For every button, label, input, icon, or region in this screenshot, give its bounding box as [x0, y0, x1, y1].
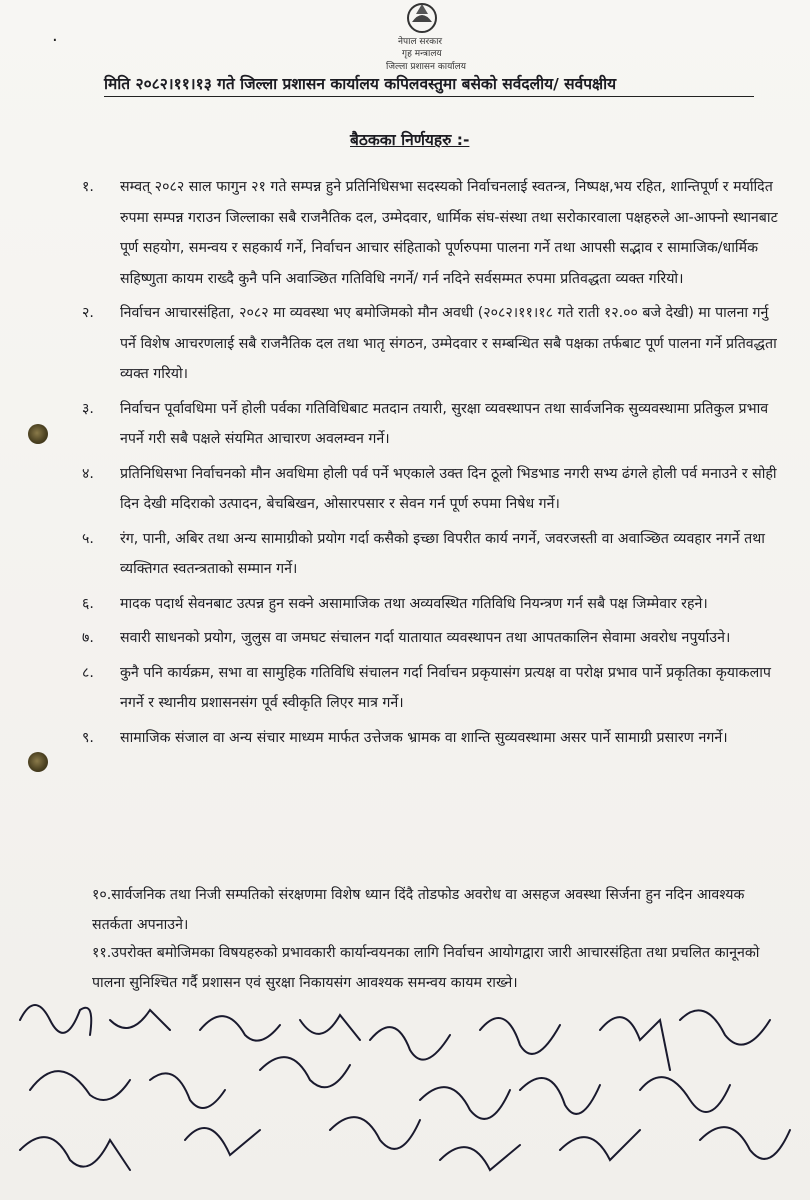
government-seal-icon — [372, 0, 472, 78]
item-text: निर्वाचन पूर्वावधिमा पर्ने होली पर्वका गतिविधिबाट मतदान तयारी, सुरक्षा व्यवस्थापन तथा सार्वजनिक सुव्यवस्थामा प्रतिकुल प्रभाव नपर्ने गरी सबै पक्षले संयमित आचारण अवलम्वन गर्ने। — [120, 400, 769, 447]
item-text: निर्वाचन आचारसंहिता, २०८२ मा व्यवस्था भए बमोजिमको मौन अवधी (२०८२।११।१८ गते राती १२.०० बजे देखी) मा पालना गर्नु पर्ने विशेष आचरणलाई सबै राजनैतिक दल तथा भातृ संगठन, उम्मेदवार र सम्बन्धित सबै पक्षका तर्फबाट पूर्ण पालना गर्ने प्रतिवद्धता व्यक्त गरियो। — [120, 305, 777, 382]
item-text: मादक पदार्थ सेवनबाट उत्पन्न हुन सक्ने असामाजिक तथा अव्यवस्थित गतिविधि नियन्त्रण गर्न सबै पक्ष जिम्मेवार रहने। — [120, 595, 708, 612]
decision-10: १०.सार्वजनिक तथा निजी सम्पतिको संरक्षणमा विशेष ध्यान दिंदै तोडफोड अवरोध वा असहज अवस्था सिर्जना हुन नदिन आवश्यक सतर्कता अपनाउने। — [92, 887, 745, 933]
item-text: कुनै पनि कार्यक्रम, सभा वा सामुहिक गतिविधि संचालन गर्दा निर्वाचन प्रकृयासंग प्रत्यक्ष वा परोक्ष प्रभाव पार्ने प्रकृतिका कृयाकलाप नगर्ने र स्थानीय प्रशासनसंग पूर्व स्वीकृति लिएर मात्र गर्ने। — [120, 664, 771, 711]
signature — [150, 1073, 225, 1108]
signature — [680, 1010, 770, 1044]
signature — [420, 1087, 510, 1119]
signature — [600, 1017, 670, 1070]
signature — [20, 1137, 130, 1170]
item-number: ७. — [82, 630, 94, 646]
punch-hole-icon — [28, 752, 48, 772]
list-item — [82, 459, 787, 520]
signature — [200, 1016, 280, 1040]
item-number: ३. — [82, 400, 94, 417]
signature — [20, 1005, 91, 1035]
list-item — [82, 172, 787, 294]
pen-mark: · — [52, 30, 58, 51]
item-number: ४. — [82, 465, 94, 482]
signature — [260, 1057, 350, 1087]
decision-list — [82, 172, 787, 757]
item-number: २. — [82, 305, 94, 321]
item-number: ६. — [82, 595, 94, 612]
signature — [370, 1027, 450, 1059]
item-number: ८. — [82, 664, 94, 681]
svg-text:गृह मन्त्रालय: गृह मन्त्रालय — [402, 49, 442, 59]
signature — [330, 1117, 420, 1149]
item-number: १. — [82, 179, 94, 195]
item-text: सवारी साधनको प्रयोग, जुलुस वा जमघट संचालन गर्दा यातायात व्यवस्थापन तथा आपतकालिन सेवामा अवरोध नपुर्याउने। — [120, 630, 731, 646]
list-item — [82, 723, 787, 754]
signature — [300, 1015, 360, 1040]
list-item — [82, 658, 787, 719]
item-number: ९. — [82, 729, 94, 746]
page-title: मिति २०८२।११।१३ गते जिल्ला प्रशासन कार्यालय कपिलवस्तुमा बसेको सर्वदलीय/ सर्वपक्षीय — [104, 72, 754, 97]
signature — [640, 1077, 730, 1112]
section-heading: बैठकका निर्णयहरु :- — [350, 131, 470, 149]
signature — [520, 1078, 600, 1114]
list-item — [82, 394, 787, 455]
svg-text:नेपाल सरकार: नेपाल सरकार — [398, 37, 443, 47]
signature — [110, 1010, 170, 1030]
signature — [700, 1127, 790, 1159]
signature — [440, 1145, 520, 1170]
signature — [480, 1018, 560, 1054]
item-text: प्रतिनिधिसभा निर्वाचनको मौन अवधिमा होली पर्व पर्ने भएकाले उक्त दिन ठूलो भिडभाड नगरी सभ्य ढंगले होली पर्व मनाउने र सोही दिन देखी मदिराको उत्पादन, बेचबिखन, ओसारपसार र सेवन गर्न पूर्ण रुपमा निषेध गर्ने। — [120, 465, 777, 512]
item-number: ५. — [82, 530, 94, 547]
list-item — [82, 524, 787, 585]
list-item — [82, 589, 787, 620]
punch-hole-icon — [28, 424, 48, 444]
signature — [560, 1130, 640, 1160]
svg-text:जिल्ला प्रशासन कार्यालय: जिल्ला प्रशासन कार्यालय — [386, 62, 466, 72]
item-text: रंग, पानी, अबिर तथा अन्य सामाग्रीको प्रयोग गर्दा कसैको इच्छा विपरीत कार्य नगर्ने, जवरजस्ती वा अवाञ्छित व्यवहार नगर्ने तथा व्यक्तिगत स्वतन्त्रताको सम्मान गर्ने। — [120, 530, 765, 577]
item-text: सम्वत् २०८२ साल फागुन २१ गते सम्पन्न हुने प्रतिनिधिसभा सदस्यको निर्वाचनलाई स्वतन्त्र, निष्पक्ष,भय रहित, शान्तिपूर्ण र मर्यादित रुपमा सम्पन्न गराउन जिल्लाका सबै राजनैतिक दल, उम्मेदवार, धार्मिक संघ-संस्था तथा सरोकारवाला पक्षहरुले आ-आफ्नो स्थानबाट पूर्ण सहयोग, समन्वय र सहकार्य गर्ने, निर्वाचन आचार संहिताको पूर्णरुपमा पालना गर्ने तथा आपसी सद्भाव र सामाजिक/धार्मिक सहिष्णुता कायम राख्दै कुनै पनि अवाञ्छित गतिविधि नगर्ने/ गर्न नदिने सर्वसम्मत रुपमा प्रतिवद्धता व्यक्त गरियो। — [120, 179, 778, 287]
decision-11: ११.उपरोक्त बमोजिमका विषयहरुको प्रभावकारी कार्यान्वयनका लागि निर्वाचन आयोगद्वारा जारी आचारसंहिता तथा प्रचलित कानूनको पालना सुनिश्चित गर्दै प्रशासन एवं सुरक्षा निकायसंग आवश्यक समन्वय कायम राख्ने। — [92, 945, 760, 991]
list-item — [82, 623, 787, 654]
item-text: सामाजिक संजाल वा अन्य संचार माध्यम मार्फत उत्तेजक भ्रामक वा शान्ति सुव्यवस्थामा असर पार्ने सामाग्री प्रसारण नगर्ने। — [120, 729, 728, 746]
list-item — [82, 298, 787, 390]
signature — [30, 1071, 130, 1100]
signatures-area — [0, 980, 810, 1200]
signature — [185, 1128, 260, 1155]
